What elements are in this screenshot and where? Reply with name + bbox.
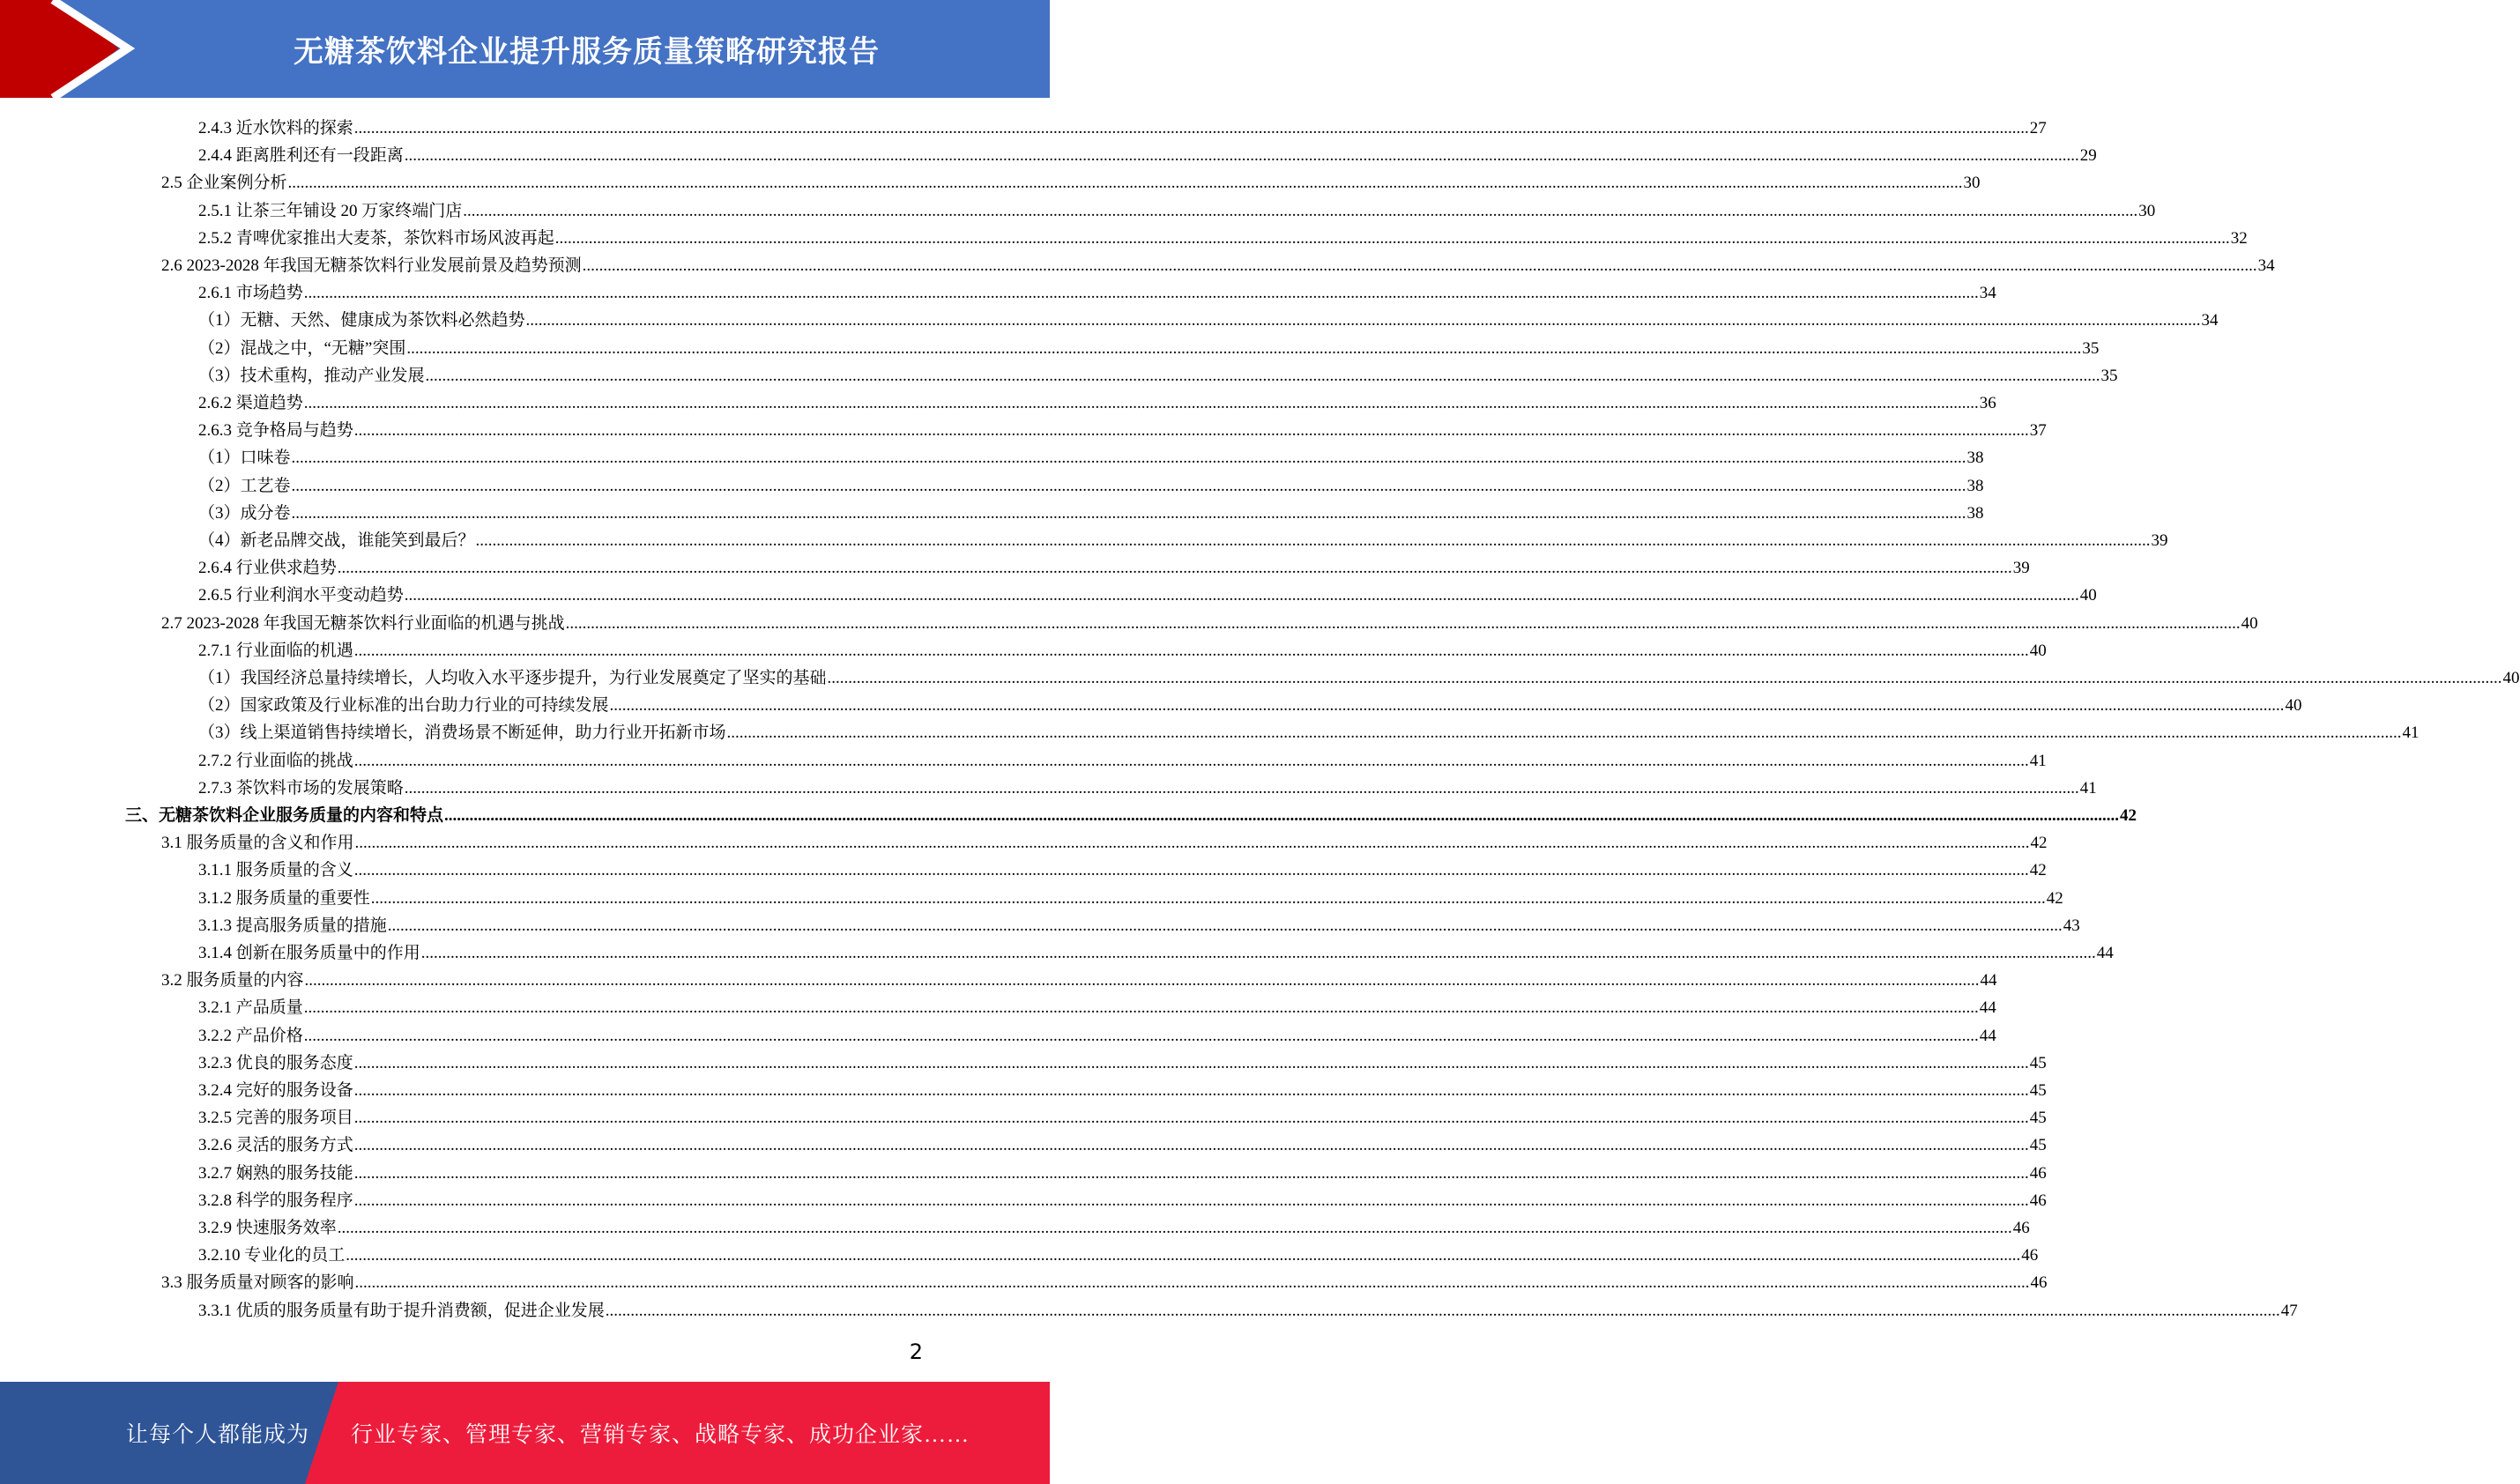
toc-entry-page: 41 bbox=[2402, 723, 2420, 743]
toc-entry-page: 41 bbox=[2029, 751, 2047, 770]
toc-entry-title: 3.2.2 产品价格 bbox=[198, 1026, 303, 1045]
toc-entry[interactable] bbox=[198, 497, 1984, 524]
toc-entry-title: 2.4.4 距离胜利还有一段距离 bbox=[198, 146, 404, 166]
page-number: 2 bbox=[909, 1339, 923, 1364]
toc-entry-title: 3.2.10 专业化的员工 bbox=[198, 1246, 346, 1265]
toc-leader-dots: ................................................................................................................................................................................................................................................................................................................................................................................................................ bbox=[353, 1081, 2029, 1100]
toc-leader-dots: ................................................................................................................................................................................................................................................................................................................................................................................................................ bbox=[554, 228, 2230, 248]
toc-leader-dots: ................................................................................................................................................................................................................................................................................................................................................................................................................ bbox=[726, 723, 2402, 743]
toc-entry-title: 2.6.3 竞争格局与趋势 bbox=[198, 421, 353, 441]
toc-entry-title: 3.2.7 娴熟的服务技能 bbox=[198, 1163, 353, 1183]
toc-entry-page: 34 bbox=[1979, 284, 1996, 303]
toc-entry[interactable] bbox=[198, 634, 2047, 662]
toc-entry-page: 40 bbox=[2502, 669, 2520, 687]
toc-entry[interactable] bbox=[161, 827, 2048, 854]
toc-leader-dots: ................................................................................................................................................................................................................................................................................................................................................................................................................ bbox=[303, 998, 1979, 1018]
toc-leader-dots: ................................................................................................................................................................................................................................................................................................................................................................................................................ bbox=[353, 119, 2029, 137]
footer-slogan-right: 行业专家、管理专家、营销专家、战略专家、成功企业家…… bbox=[351, 1423, 970, 1447]
toc-entry-page: 30 bbox=[2138, 201, 2156, 220]
toc-entry[interactable] bbox=[125, 799, 2137, 827]
toc-entry-title: 2.7.2 行业面临的挑战 bbox=[198, 751, 353, 770]
toc-entry-page: 44 bbox=[2096, 944, 2114, 962]
toc-leader-dots: ................................................................................................................................................................................................................................................................................................................................................................................................................ bbox=[291, 476, 1966, 495]
toc-entry-title: 3.1.1 服务质量的含义 bbox=[198, 861, 353, 880]
toc-entry-page: 44 bbox=[1979, 1026, 1996, 1045]
toc-entry[interactable] bbox=[198, 552, 2030, 579]
toc-entry-title: 2.6 2023-2028 年我国无糖茶饮料行业发展前景及趋势预测 bbox=[161, 256, 582, 275]
toc-entry-title: 3.3 服务质量对顾客的影响 bbox=[161, 1273, 354, 1293]
toc-entry-page: 47 bbox=[2280, 1301, 2298, 1320]
toc-entry[interactable] bbox=[198, 1157, 2047, 1184]
toc-entry-page: 38 bbox=[1966, 503, 1984, 523]
toc-leader-dots: ................................................................................................................................................................................................................................................................................................................................................................................................................ bbox=[303, 1026, 1979, 1045]
toc-entry-page: 38 bbox=[1966, 449, 1984, 468]
toc-entry-title: 2.5 企业案例分析 bbox=[161, 174, 287, 193]
toc-entry-page: 34 bbox=[2201, 311, 2219, 330]
toc-entry-page: 42 bbox=[2120, 806, 2137, 825]
toc-entry[interactable] bbox=[198, 1212, 2030, 1239]
toc-leader-dots: ................................................................................................................................................................................................................................................................................................................................................................................................................ bbox=[353, 641, 2029, 660]
toc-entry[interactable] bbox=[161, 1266, 2048, 1294]
toc-entry-title: （4）新老品牌交战，谁能笑到最后？ bbox=[198, 531, 475, 550]
toc-leader-dots: ................................................................................................................................................................................................................................................................................................................................................................................................................ bbox=[370, 888, 2046, 908]
toc-entry-title: （1）口味卷 bbox=[198, 449, 291, 468]
toc-leader-dots: ................................................................................................................................................................................................................................................................................................................................................................................................................ bbox=[346, 1246, 2021, 1265]
toc-entry[interactable] bbox=[198, 909, 2080, 937]
toc-entry-title: 2.6.4 行业供求趋势 bbox=[198, 559, 337, 578]
toc-entry-title: 3.2.6 灵活的服务方式 bbox=[198, 1136, 353, 1155]
toc-entry[interactable] bbox=[198, 332, 2100, 360]
toc-leader-dots: ................................................................................................................................................................................................................................................................................................................................................................................................................ bbox=[605, 1301, 2280, 1320]
toc-entry[interactable] bbox=[198, 387, 1996, 414]
toc-entry-page: 46 bbox=[2021, 1246, 2039, 1265]
toc-leader-dots: ................................................................................................................................................................................................................................................................................................................................................................................................................ bbox=[353, 421, 2029, 441]
report-title: 无糖茶饮料企业提升服务质量策略研究报告 bbox=[294, 34, 880, 70]
toc-entry[interactable] bbox=[198, 689, 2302, 716]
toc-leader-dots: ................................................................................................................................................................................................................................................................................................................................................................................................................ bbox=[444, 806, 2120, 825]
toc-entry-page: 35 bbox=[2100, 366, 2118, 385]
toc-entry-title: 2.5.1 让茶三年铺设 20 万家终端门店 bbox=[198, 201, 463, 220]
toc-leader-dots: ................................................................................................................................................................................................................................................................................................................................................................................................................ bbox=[287, 174, 1963, 193]
toc-entry-title: （1）无糖、天然、健康成为茶饮料必然趋势 bbox=[198, 311, 525, 330]
toc-entry-page: 40 bbox=[2029, 641, 2047, 660]
toc-entry-title: 3.1 服务质量的含义和作用 bbox=[161, 834, 354, 853]
toc-leader-dots: ................................................................................................................................................................................................................................................................................................................................................................................................................ bbox=[303, 284, 1979, 303]
toc-entry-page: 37 bbox=[2029, 421, 2047, 441]
toc-entry-page: 40 bbox=[2241, 613, 2258, 633]
toc-entry[interactable] bbox=[198, 1129, 2047, 1156]
toc-leader-dots: ................................................................................................................................................................................................................................................................................................................................................................................................................ bbox=[525, 311, 2201, 330]
toc-leader-dots: ................................................................................................................................................................................................................................................................................................................................................................................................................ bbox=[353, 751, 2029, 770]
toc-leader-dots: ................................................................................................................................................................................................................................................................................................................................................................................................................ bbox=[404, 586, 2079, 605]
toc-entry-title: 3.3.1 优质的服务质量有助于提升消费额，促进企业发展 bbox=[198, 1301, 605, 1320]
toc-entry-page: 39 bbox=[2151, 531, 2168, 550]
toc-entry[interactable] bbox=[198, 1074, 2047, 1102]
toc-entry-page: 35 bbox=[2082, 338, 2100, 358]
toc-entry-page: 38 bbox=[1966, 476, 1984, 495]
toc-entry[interactable] bbox=[198, 1239, 2039, 1266]
toc-entry-title: （3）技术重构，推动产业发展 bbox=[198, 366, 425, 385]
toc-entry-title: 3.2.5 完善的服务项目 bbox=[198, 1109, 353, 1128]
toc-entry-title: 3.2.8 科学的服务程序 bbox=[198, 1191, 353, 1210]
toc-entry-page: 36 bbox=[1979, 394, 1996, 412]
toc-leader-dots: ................................................................................................................................................................................................................................................................................................................................................................................................................ bbox=[337, 559, 2012, 578]
toc-entry-page: 41 bbox=[2079, 778, 2097, 798]
toc-entry-title: 2.7.1 行业面临的机遇 bbox=[198, 641, 353, 660]
toc-entry-page: 44 bbox=[1980, 971, 1997, 991]
toc-leader-dots: ................................................................................................................................................................................................................................................................................................................................................................................................................ bbox=[404, 778, 2079, 798]
toc-leader-dots: ................................................................................................................................................................................................................................................................................................................................................................................................................ bbox=[420, 944, 2096, 962]
page-footer bbox=[0, 1382, 1050, 1484]
toc-leader-dots: ................................................................................................................................................................................................................................................................................................................................................................................................................ bbox=[425, 366, 2100, 385]
toc-entry-title: （2）混战之中，“无糖”突围 bbox=[198, 338, 406, 358]
toc-leader-dots: ................................................................................................................................................................................................................................................................................................................................................................................................................ bbox=[354, 834, 2030, 853]
toc-entry[interactable] bbox=[198, 360, 2118, 387]
toc-leader-dots: ................................................................................................................................................................................................................................................................................................................................................................................................................ bbox=[565, 613, 2241, 633]
toc-entry-page: 32 bbox=[2230, 228, 2248, 248]
toc-entry-title: 2.7.3 茶饮料市场的发展策略 bbox=[198, 778, 404, 798]
toc-entry-title: 2.7 2023-2028 年我国无糖茶饮料行业面临的机遇与挑战 bbox=[161, 613, 565, 633]
toc-leader-dots: ................................................................................................................................................................................................................................................................................................................................................................................................................ bbox=[291, 449, 1966, 468]
toc-entry[interactable] bbox=[198, 222, 2248, 249]
toc-entry[interactable] bbox=[198, 579, 2097, 606]
toc-entry-title: （3）线上渠道销售持续增长，消费场景不断延伸，助力行业开拓新市场 bbox=[198, 723, 726, 743]
toc-entry[interactable] bbox=[198, 1047, 2047, 1074]
toc-entry-page: 44 bbox=[1979, 998, 1996, 1018]
toc-entry[interactable] bbox=[161, 249, 2275, 277]
toc-entry-title: 2.6.1 市场趋势 bbox=[198, 284, 303, 303]
toc-entry[interactable] bbox=[161, 964, 1997, 991]
toc-entry[interactable] bbox=[198, 470, 1984, 497]
toc-entry-page: 39 bbox=[2012, 559, 2030, 578]
page-header bbox=[0, 0, 1050, 98]
toc-entry-page: 45 bbox=[2029, 1136, 2047, 1155]
toc-entry-page: 46 bbox=[2029, 1163, 2047, 1183]
toc-entry[interactable] bbox=[198, 772, 2097, 799]
header-chevron-decoration bbox=[0, 0, 141, 98]
toc-entry-page: 42 bbox=[2046, 888, 2063, 908]
toc-entry-page: 30 bbox=[1963, 174, 1981, 193]
toc-entry-title: 3.1.2 服务质量的重要性 bbox=[198, 888, 370, 908]
toc-entry[interactable] bbox=[198, 937, 2114, 964]
toc-entry-page: 40 bbox=[2079, 586, 2097, 605]
toc-entry-page: 42 bbox=[2030, 834, 2048, 853]
toc-leader-dots: ................................................................................................................................................................................................................................................................................................................................................................................................................ bbox=[303, 394, 1979, 412]
toc-leader-dots: ................................................................................................................................................................................................................................................................................................................................................................................................................ bbox=[353, 1163, 2029, 1183]
toc-entry[interactable] bbox=[198, 195, 2156, 222]
toc-entry-page: 40 bbox=[2285, 696, 2302, 716]
toc-entry[interactable] bbox=[198, 854, 2047, 881]
toc-entry-page: 46 bbox=[2012, 1219, 2030, 1237]
toc-entry-title: 三、无糖茶饮料企业服务质量的内容和特点 bbox=[125, 806, 444, 825]
toc-entry-page: 45 bbox=[2029, 1109, 2047, 1128]
toc-leader-dots: ................................................................................................................................................................................................................................................................................................................................................................................................................ bbox=[291, 503, 1966, 523]
toc-leader-dots: ................................................................................................................................................................................................................................................................................................................................................................................................................ bbox=[406, 338, 2082, 358]
toc-entry[interactable] bbox=[198, 716, 2420, 744]
toc-entry-page: 45 bbox=[2029, 1053, 2047, 1072]
toc-entry-page: 27 bbox=[2029, 119, 2047, 137]
toc-entry[interactable] bbox=[198, 524, 2168, 552]
toc-leader-dots: ................................................................................................................................................................................................................................................................................................................................................................................................................ bbox=[304, 971, 1980, 991]
toc-entry-title: 2.5.2 青啤优家推出大麦茶，茶饮料市场风波再起 bbox=[198, 228, 554, 248]
toc-entry-title: 3.1.4 创新在服务质量中的作用 bbox=[198, 944, 420, 962]
toc-entry[interactable] bbox=[198, 745, 2047, 772]
toc-entry-title: （3）成分卷 bbox=[198, 503, 291, 523]
toc-entry-title: （1）我国经济总量持续增长，人均收入水平逐步提升，为行业发展奠定了坚实的基础 bbox=[198, 669, 827, 687]
toc-entry[interactable] bbox=[198, 662, 2520, 689]
toc-entry-title: （2）工艺卷 bbox=[198, 476, 291, 495]
toc-entry-title: 3.2.1 产品质量 bbox=[198, 998, 303, 1018]
toc-entry[interactable] bbox=[198, 277, 1996, 304]
toc-entry[interactable] bbox=[198, 304, 2219, 331]
toc-entry-title: 3.2.3 优良的服务态度 bbox=[198, 1053, 353, 1072]
toc-entry[interactable] bbox=[198, 882, 2063, 909]
toc-entry-page: 42 bbox=[2029, 861, 2047, 880]
toc-entry[interactable] bbox=[198, 139, 2097, 167]
toc-leader-dots: ................................................................................................................................................................................................................................................................................................................................................................................................................ bbox=[387, 916, 2063, 935]
toc-leader-dots: ................................................................................................................................................................................................................................................................................................................................................................................................................ bbox=[609, 696, 2285, 716]
toc-entry[interactable] bbox=[198, 414, 2047, 441]
toc-entry-title: 2.6.2 渠道趋势 bbox=[198, 394, 303, 412]
toc-leader-dots: ................................................................................................................................................................................................................................................................................................................................................................................................................ bbox=[337, 1219, 2012, 1237]
toc-entry[interactable] bbox=[198, 441, 1984, 469]
toc-leader-dots: ................................................................................................................................................................................................................................................................................................................................................................................................................ bbox=[582, 256, 2257, 275]
toc-entry[interactable] bbox=[161, 167, 1981, 194]
toc-entry[interactable] bbox=[198, 1184, 2047, 1212]
toc-entry-page: 43 bbox=[2063, 916, 2080, 935]
toc-entry-title: 3.2.4 完好的服务设备 bbox=[198, 1081, 353, 1100]
toc-leader-dots: ................................................................................................................................................................................................................................................................................................................................................................................................................ bbox=[353, 1109, 2029, 1128]
footer-slogan-left: 让每个人都能成为 bbox=[126, 1423, 310, 1447]
toc-entry-title: 3.1.3 提高服务质量的措施 bbox=[198, 916, 387, 935]
toc-leader-dots: ................................................................................................................................................................................................................................................................................................................................................................................................................ bbox=[353, 1136, 2029, 1155]
toc-leader-dots: ................................................................................................................................................................................................................................................................................................................................................................................................................ bbox=[353, 861, 2029, 880]
toc-entry[interactable] bbox=[161, 607, 2258, 634]
toc-entry-title: （2）国家政策及行业标准的出台助力行业的可持续发展 bbox=[198, 696, 609, 716]
toc-entry-title: 2.6.5 行业利润水平变动趋势 bbox=[198, 586, 404, 605]
toc-leader-dots: ................................................................................................................................................................................................................................................................................................................................................................................................................ bbox=[353, 1053, 2029, 1072]
toc-entry-title: 2.4.3 近水饮料的探索 bbox=[198, 119, 353, 137]
toc-entry-page: 34 bbox=[2257, 256, 2275, 275]
toc-entry-page: 46 bbox=[2030, 1273, 2048, 1293]
toc-entry-page: 46 bbox=[2029, 1191, 2047, 1210]
toc-entry[interactable] bbox=[198, 1020, 1996, 1047]
toc-entry-title: 3.2.9 快速服务效率 bbox=[198, 1219, 337, 1237]
toc-entry[interactable] bbox=[198, 112, 2047, 139]
toc-leader-dots: ................................................................................................................................................................................................................................................................................................................................................................................................................ bbox=[463, 201, 2138, 220]
toc-entry-page: 45 bbox=[2029, 1081, 2047, 1100]
toc-leader-dots: ................................................................................................................................................................................................................................................................................................................................................................................................................ bbox=[353, 1191, 2029, 1210]
toc-leader-dots: ................................................................................................................................................................................................................................................................................................................................................................................................................ bbox=[827, 669, 2502, 687]
toc-leader-dots: ................................................................................................................................................................................................................................................................................................................................................................................................................ bbox=[354, 1273, 2030, 1293]
toc-entry-title: 3.2 服务质量的内容 bbox=[161, 971, 304, 991]
toc-leader-dots: ................................................................................................................................................................................................................................................................................................................................................................................................................ bbox=[404, 146, 2079, 166]
toc-entry[interactable] bbox=[198, 1102, 2047, 1129]
toc-entry-page: 29 bbox=[2079, 146, 2097, 166]
toc-leader-dots: ................................................................................................................................................................................................................................................................................................................................................................................................................ bbox=[475, 531, 2151, 550]
toc-entry[interactable] bbox=[198, 991, 1996, 1019]
toc-entry[interactable] bbox=[198, 1295, 2298, 1322]
